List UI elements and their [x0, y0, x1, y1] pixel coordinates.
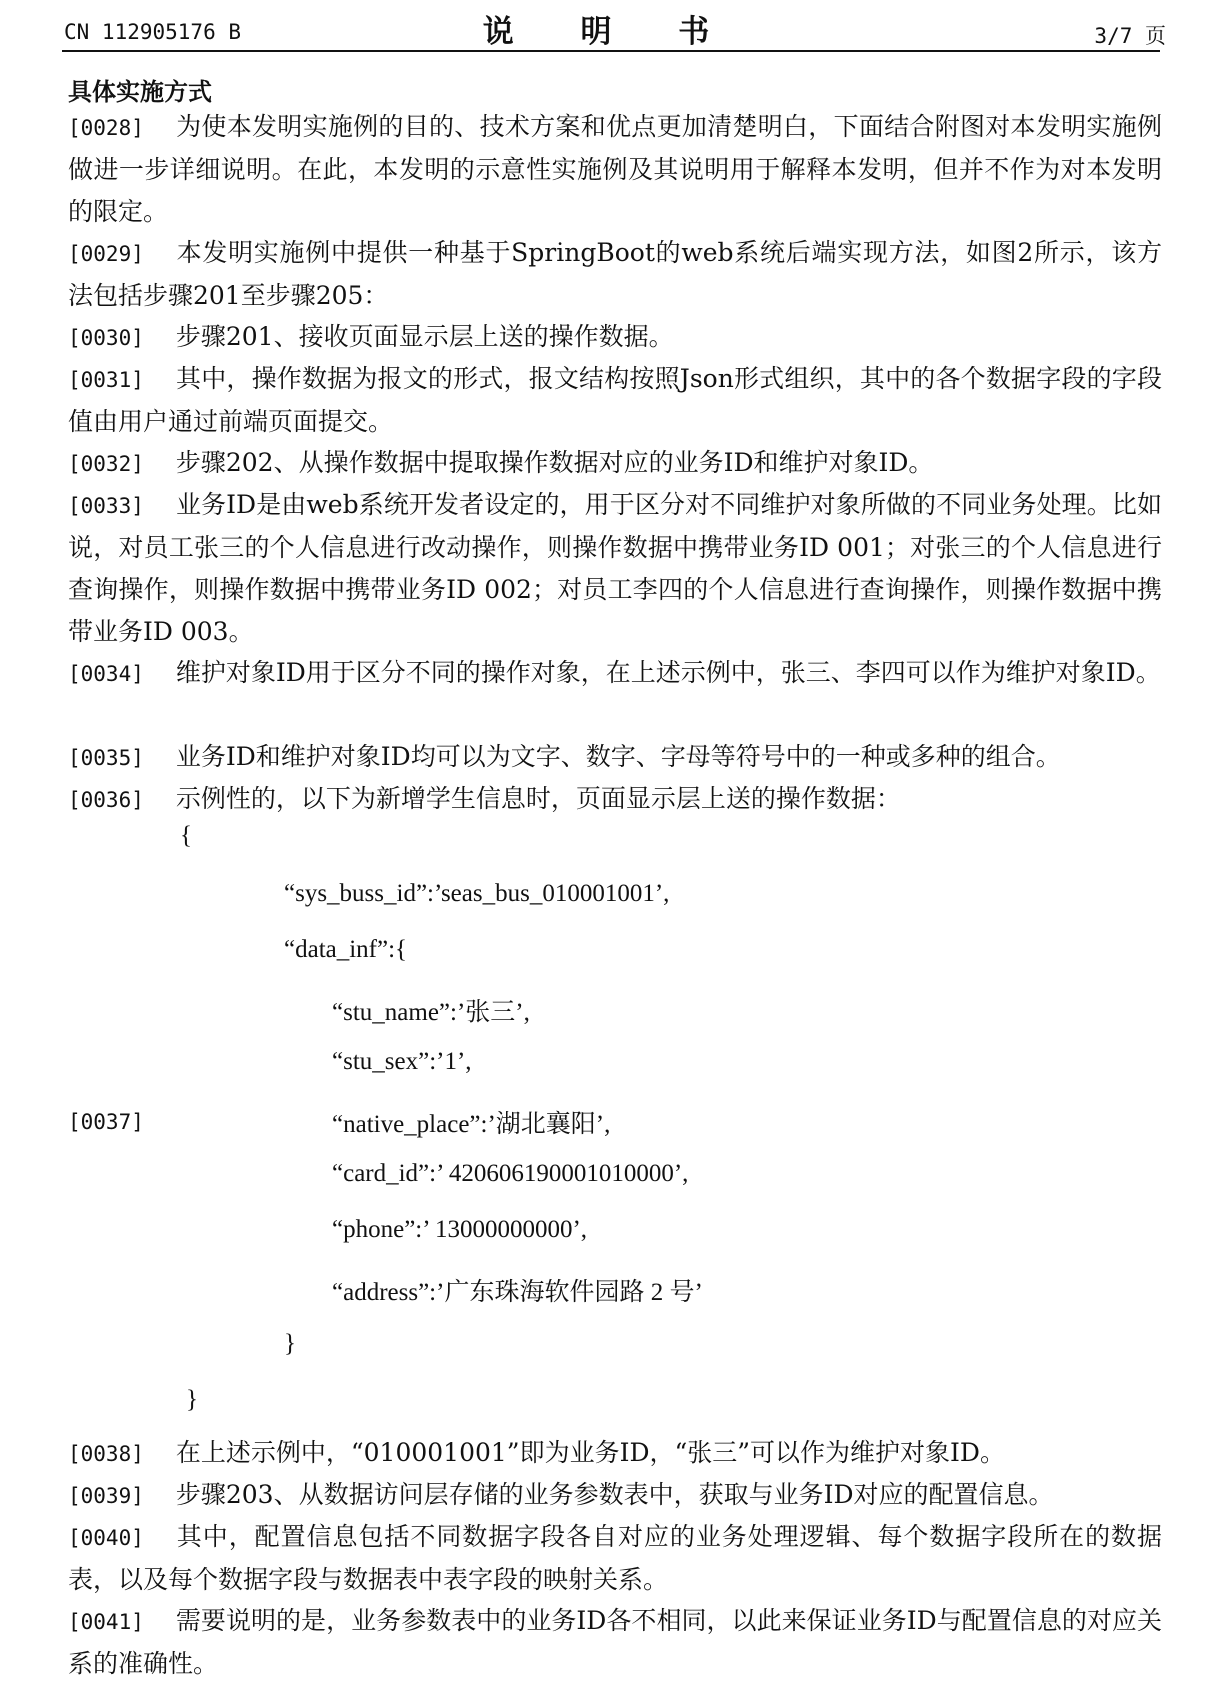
paragraph-0033 [68, 484, 1162, 653]
paragraph-text: 为使本发明实施例的目的、技术方案和优点更加清楚明白，下面结合附图对本发明实施例做进一步详细说明。在此，本发明的示意性实施例及其说明用于解释本发明，但并不作为对本发明的限定。 [68, 112, 1162, 226]
paragraph-text: 维护对象ID用于区分不同的操作对象，在上述示例中，张三、李四可以作为维护对象ID。 [175, 658, 1161, 687]
document-title: 说 明 书 [482, 14, 738, 50]
paragraph-0028 [68, 106, 1162, 233]
page-indicator: 3/7 页 [1094, 24, 1166, 48]
paragraph-number: [0038] [68, 1442, 144, 1466]
paragraph-text: 在上述示例中，“010001001”即为业务ID，“张三”可以作为维护对象ID。 [175, 1438, 1005, 1467]
paragraph-number: [0034] [68, 662, 144, 686]
paragraph-number: [0040] [68, 1526, 144, 1550]
header-divider [62, 50, 1160, 52]
code-line-address: “address”:’广东珠海软件园路 2 号’ [332, 1279, 703, 1306]
paragraph-0031 [68, 358, 1162, 443]
section-title: 具体实施方式 [68, 78, 212, 106]
paragraph-0036 [68, 778, 1162, 821]
paragraph-number: [0041] [68, 1610, 144, 1634]
page-header [0, 0, 1220, 50]
code-line-stu-sex: “stu_sex”:’1’, [332, 1048, 472, 1075]
code-line-stu-name: “stu_name”:’张三’, [332, 999, 530, 1026]
paragraph-0034 [68, 652, 1162, 695]
paragraph-0041 [68, 1600, 1162, 1685]
paragraph-text: 步骤202、从操作数据中提取操作数据对应的业务ID和维护对象ID。 [175, 448, 934, 477]
paragraph-0040 [68, 1516, 1162, 1601]
paragraph-text: 其中，操作数据为报文的形式，报文结构按照Json形式组织，其中的各个数据字段的字段值由用户通过前端页面提交。 [68, 364, 1162, 436]
paragraph-number: [0028] [68, 116, 144, 140]
paragraph-number: [0029] [68, 242, 144, 266]
paragraph-text: 步骤203、从数据访问层存储的业务参数表中，获取与业务ID对应的配置信息。 [175, 1480, 1054, 1509]
paragraph-number: [0031] [68, 368, 144, 392]
paragraph-0032 [68, 442, 1162, 485]
code-line-phone: “phone”:’ 13000000000’, [332, 1216, 588, 1243]
paragraph-number: [0030] [68, 326, 144, 350]
paragraph-text: 本发明实施例中提供一种基于SpringBoot的web系统后端实现方法，如图2所示，该方法包括步骤201至步骤205： [68, 238, 1162, 310]
paragraph-number-0037: [0037] [68, 1110, 144, 1134]
code-open-brace: { [180, 822, 192, 849]
paragraph-text: 业务ID是由web系统开发者设定的，用于区分对不同维护对象所做的不同业务处理。比如说，对员工张三的个人信息进行改动操作，则操作数据中携带业务ID 001；对张三的个人信息进行查询操作，则操作数据中携带业务ID 002；对员工李四的个人信息进行查询操作，则操作数据中携带业务ID 003。 [68, 490, 1162, 646]
code-line-data-inf: “data_inf”:{ [284, 936, 408, 963]
code-outer-close-brace: } [186, 1386, 198, 1413]
code-line-native-place: “native_place”:’湖北襄阳’, [332, 1111, 611, 1138]
paragraph-text: 其中，配置信息包括不同数据字段各自对应的业务处理逻辑、每个数据字段所在的数据表，以及每个数据字段与数据表中表字段的映射关系。 [68, 1522, 1162, 1594]
paragraph-text: 需要说明的是，业务参数表中的业务ID各不相同，以此来保证业务ID与配置信息的对应关系的准确性。 [68, 1606, 1162, 1678]
code-inner-close-brace: } [284, 1330, 296, 1357]
paragraph-0030 [68, 316, 1162, 359]
paragraph-number: [0033] [68, 494, 144, 518]
code-line-sys-buss-id: “sys_buss_id”:’seas_bus_010001001’, [284, 880, 670, 907]
paragraph-number: [0036] [68, 788, 144, 812]
paragraph-0035 [68, 736, 1162, 779]
paragraph-0038 [68, 1432, 1162, 1475]
paragraph-0029 [68, 232, 1162, 317]
patent-number: CN 112905176 B [64, 20, 242, 44]
code-line-card-id: “card_id”:’ 420606190001010000’, [332, 1160, 689, 1187]
paragraph-number: [0039] [68, 1484, 144, 1508]
paragraph-number: [0035] [68, 746, 144, 770]
paragraph-number: [0032] [68, 452, 144, 476]
paragraph-0039 [68, 1474, 1162, 1517]
paragraph-text: 业务ID和维护对象ID均可以为文字、数字、字母等符号中的一种或多种的组合。 [175, 742, 1061, 771]
paragraph-text: 步骤201、接收页面显示层上送的操作数据。 [175, 322, 674, 351]
paragraph-text: 示例性的，以下为新增学生信息时，页面显示层上送的操作数据： [175, 784, 901, 813]
